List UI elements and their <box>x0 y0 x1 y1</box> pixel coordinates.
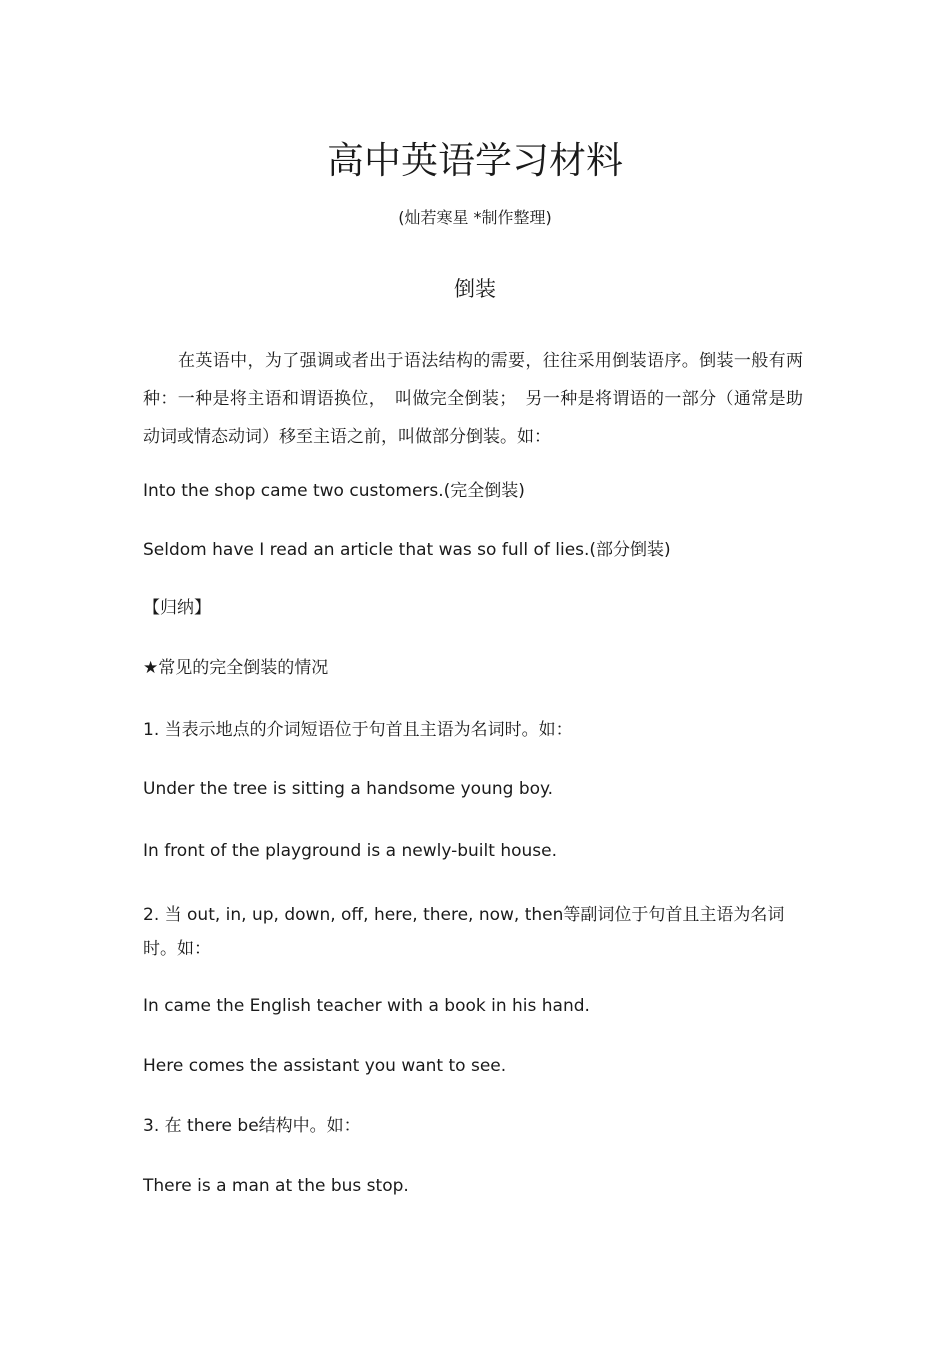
example-partial-inversion: Seldom have I read an article that was so full of lies.(部分倒装) <box>143 540 671 560</box>
full-inversion-heading: ★常见的完全倒装的情况 <box>143 658 329 678</box>
rule-3: 3. 在 there be结构中。如： <box>143 1116 361 1136</box>
rule-1: 1. 当表示地点的介词短语位于句首且主语为名词时。如： <box>143 720 573 740</box>
rule-2-example-1: In came the English teacher with a book in his hand. <box>143 996 590 1016</box>
rule-1-example-1: Under the tree is sitting a handsome young boy. <box>143 779 554 799</box>
summary-heading: 【归纳】 <box>143 598 211 618</box>
document-title: 高中英语学习材料 <box>327 139 623 182</box>
section-heading: 倒装 <box>454 277 496 301</box>
intro-paragraph: 在英语中，为了强调或者出于语法结构的需要，往往采用倒装语序。倒装一般有两种：一种是将主语和谓语换位， 叫做完全倒装； 另一种是将谓语的一部分（通常是助动词或情态动词）移至主语之前，叫做部分倒装。如： <box>143 351 803 447</box>
rule-3-example-1: There is a man at the bus stop. <box>143 1176 409 1196</box>
rule-2-example-2: Here comes the assistant you want to see. <box>143 1056 507 1076</box>
example-full-inversion: Into the shop came two customers.(完全倒装) <box>143 481 525 501</box>
rule-2: 2. 当 out, in, up, down, off, here, there, now, then等副词位于句首且主语为名词时。如： <box>143 905 785 959</box>
document-subtitle: (灿若寒星 *制作整理) <box>398 208 552 227</box>
rule-1-example-2: In front of the playground is a newly-built house. <box>143 841 557 861</box>
